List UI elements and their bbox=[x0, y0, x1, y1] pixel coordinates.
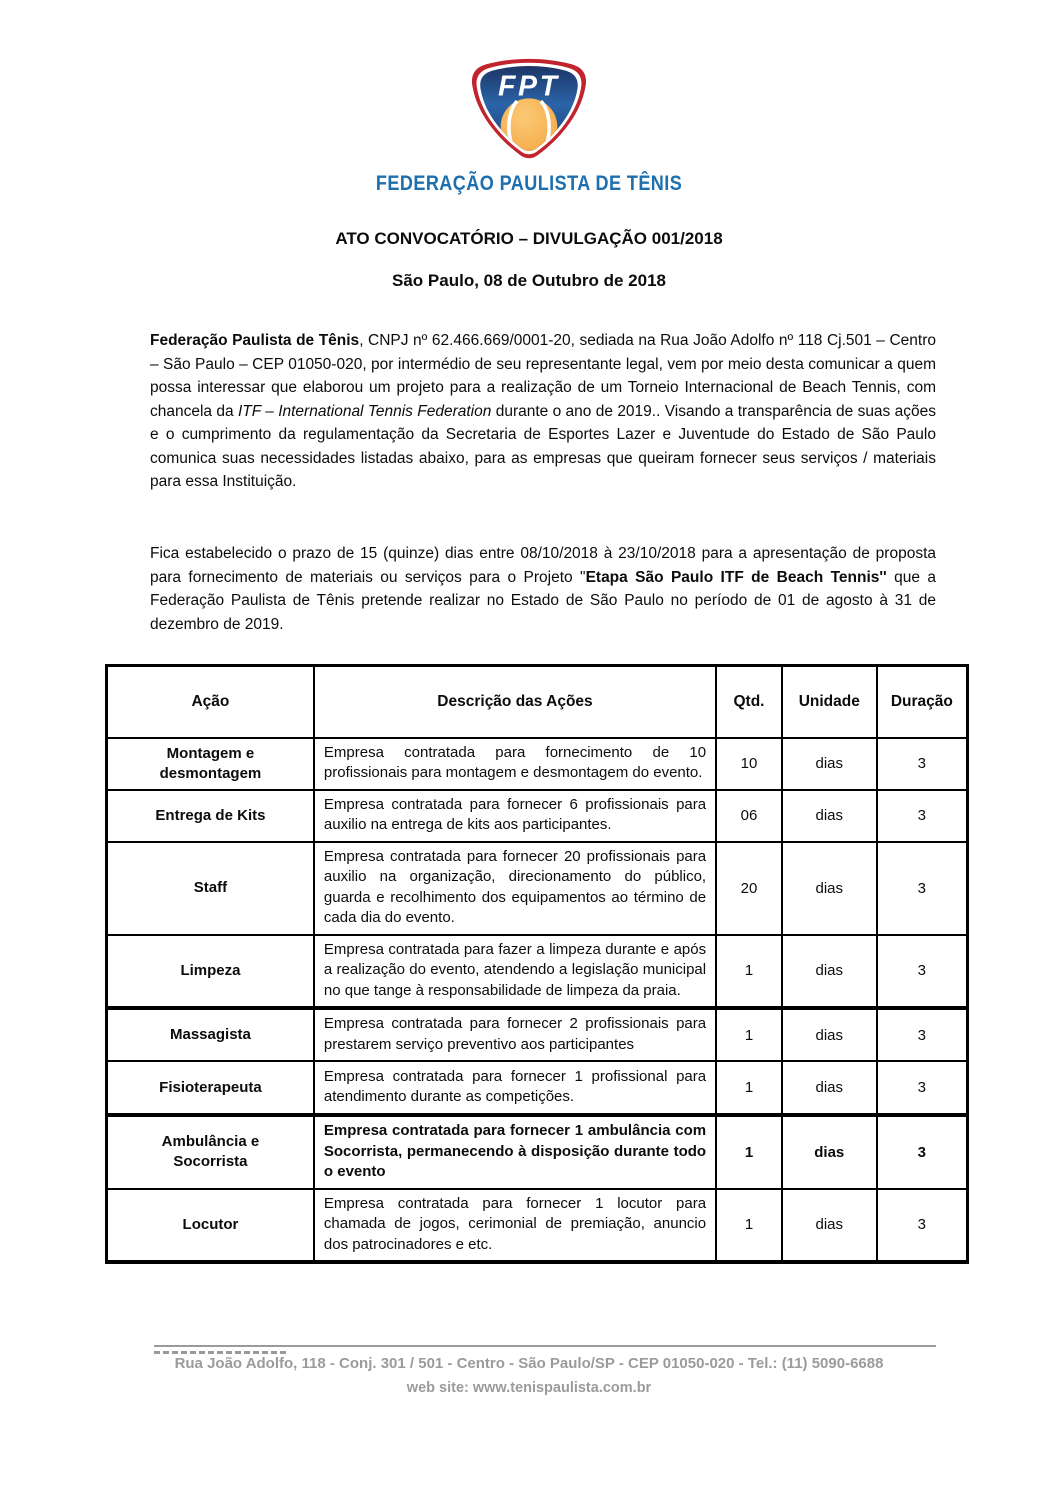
qty-cell: 20 bbox=[716, 842, 782, 935]
table-header-row bbox=[107, 666, 968, 738]
itf-name-italic: ITF – International Tennis Federation bbox=[237, 402, 492, 420]
unit-cell: dias bbox=[782, 1115, 877, 1189]
duration-cell: 3 bbox=[877, 738, 968, 790]
table-row-massagista bbox=[107, 1008, 968, 1061]
table-row-fisioterapeuta bbox=[107, 1061, 968, 1115]
fpt-shield-logo-icon bbox=[465, 57, 593, 169]
unit-cell: dias bbox=[782, 1061, 877, 1115]
header-acao: Ação bbox=[107, 666, 314, 738]
header-duracao: Duração bbox=[877, 666, 968, 738]
description-cell: Empresa contratada para fornecer 20 profissionais para auxilio na organização, direcionamento do público, guarda e recolhimento dos equipamentos ao término de cada dia do evento. bbox=[314, 842, 716, 935]
qty-cell: 1 bbox=[716, 1189, 782, 1263]
description-cell: Empresa contratada para fornecer 2 profissionais para prestarem serviço preventivo aos participantes bbox=[314, 1008, 716, 1061]
duration-cell: 3 bbox=[877, 1189, 968, 1263]
action-cell: Montagem e desmontagem bbox=[107, 738, 314, 790]
actions-table bbox=[105, 664, 969, 1264]
action-cell: Limpeza bbox=[107, 935, 314, 1009]
action-cell: Entrega de Kits bbox=[107, 790, 314, 842]
deadline-text-b: que a Federação Paulista de Tênis pretende realizar no Estado de São Paulo no período de 01 de agosto à 31 de dezembro de 2019. bbox=[150, 568, 937, 633]
actions-table-container bbox=[105, 664, 969, 1264]
qty-cell: 1 bbox=[716, 935, 782, 1009]
qty-cell: 1 bbox=[716, 1061, 782, 1115]
footer-divider bbox=[154, 1345, 936, 1347]
project-name-bold: Etapa São Paulo ITF de Beach Tennis'' bbox=[585, 568, 887, 586]
unit-cell: dias bbox=[782, 738, 877, 790]
action-cell: Massagista bbox=[107, 1008, 314, 1061]
description-cell: Empresa contratada para fornecer 1 profissional para atendimento durante as competições. bbox=[314, 1061, 716, 1115]
action-cell: Staff bbox=[107, 842, 314, 935]
duration-cell: 3 bbox=[877, 842, 968, 935]
footer-address: Rua João Adolfo, 118 - Conj. 301 / 501 - Centro - São Paulo/SP - CEP 01050-020 - Tel.: (11) 5090-6688 bbox=[174, 1355, 884, 1372]
deadline-paragraph bbox=[150, 542, 936, 636]
footer bbox=[0, 1352, 1058, 1400]
document-title: ATO CONVOCATÓRIO – DIVULGAÇÃO 001/2018 bbox=[335, 229, 723, 248]
unit-cell: dias bbox=[782, 935, 877, 1009]
duration-cell: 3 bbox=[877, 935, 968, 1009]
logo-acronym: FPT bbox=[498, 70, 560, 103]
intro-text-a: , CNPJ nº 62.466.669/0001-20, sediada na Rua João Adolfo nº 118 Cj.501 – Centro – São Paulo – CEP 01050-020, por intermédio de seu representante legal, vem por meio desta comunicar a quem possa interessar que elaborou um projeto para a realização de um Torneio Internacional de Beach Tennis, com chancela da bbox=[150, 332, 936, 420]
deadline-text-a: Fica estabelecido o prazo de 15 (quinze) dias entre 08/10/2018 à 23/10/2018 para a apresentação de proposta para fornecimento de materiais ou serviços para o Projeto " bbox=[150, 545, 936, 586]
organization-name: FEDERAÇÃO PAULISTA DE TÊNIS bbox=[375, 172, 683, 195]
table-row-ambulancia bbox=[107, 1115, 968, 1189]
description-cell: Empresa contratada para fornecer 1 ambulância com Socorrista, permanecendo à disposição durante todo o evento bbox=[314, 1115, 716, 1189]
unit-cell: dias bbox=[782, 790, 877, 842]
header-qtd: Qtd. bbox=[716, 666, 782, 738]
unit-cell: dias bbox=[782, 842, 877, 935]
duration-cell: 3 bbox=[877, 1061, 968, 1115]
duration-cell: 3 bbox=[877, 1008, 968, 1061]
table-row-entrega-kits bbox=[107, 790, 968, 842]
table-row-locutor bbox=[107, 1189, 968, 1263]
intro-text-b: durante o ano de 2019.. Visando a transparência de suas ações e o cumprimento da regulamentação da Secretaria de Esportes Lazer e Juventude do Estado de São Paulo comunica suas necessidades listadas abaixo, para as empresas que queiram fornecer seus serviços / materiais para essa Instituição. bbox=[150, 402, 936, 490]
description-cell: Empresa contratada para fornecer 1 locutor para chamada de jogos, cerimonial de premiação, anuncio dos patrocinadores e etc. bbox=[314, 1189, 716, 1263]
unit-cell: dias bbox=[782, 1189, 877, 1263]
table-row-staff bbox=[107, 842, 968, 935]
qty-cell: 1 bbox=[716, 1115, 782, 1189]
action-cell: Ambulância e Socorrista bbox=[107, 1115, 314, 1189]
qty-cell: 06 bbox=[716, 790, 782, 842]
qty-cell: 10 bbox=[716, 738, 782, 790]
header-descricao: Descrição das Ações bbox=[314, 666, 716, 738]
action-cell: Fisioterapeuta bbox=[107, 1061, 314, 1115]
org-name-inline: Federação Paulista de Tênis bbox=[150, 332, 360, 349]
unit-cell: dias bbox=[782, 1008, 877, 1061]
qty-cell: 1 bbox=[716, 1008, 782, 1061]
description-cell: Empresa contratada para fazer a limpeza durante e após a realização do evento, atendendo a legislação municipal no que tange à responsabilidade de limpeza da praia. bbox=[314, 935, 716, 1009]
description-cell: Empresa contratada para fornecimento de 10 profissionais para montagem e desmontagem do evento. bbox=[314, 738, 716, 790]
footer-website: web site: www.tenispaulista.com.br bbox=[406, 1380, 652, 1396]
description-cell: Empresa contratada para fornecer 6 profissionais para auxilio na entrega de kits aos participantes. bbox=[314, 790, 716, 842]
duration-cell: 3 bbox=[877, 1115, 968, 1189]
tennis-ball-icon bbox=[501, 98, 558, 155]
table-row-montagem bbox=[107, 738, 968, 790]
action-cell: Locutor bbox=[107, 1189, 314, 1263]
table-row-limpeza bbox=[107, 935, 968, 1009]
intro-paragraph bbox=[150, 329, 936, 494]
header-unidade: Unidade bbox=[782, 666, 877, 738]
document-date-line: São Paulo, 08 de Outubro de 2018 bbox=[392, 271, 666, 290]
logo bbox=[0, 57, 1058, 196]
duration-cell: 3 bbox=[877, 790, 968, 842]
